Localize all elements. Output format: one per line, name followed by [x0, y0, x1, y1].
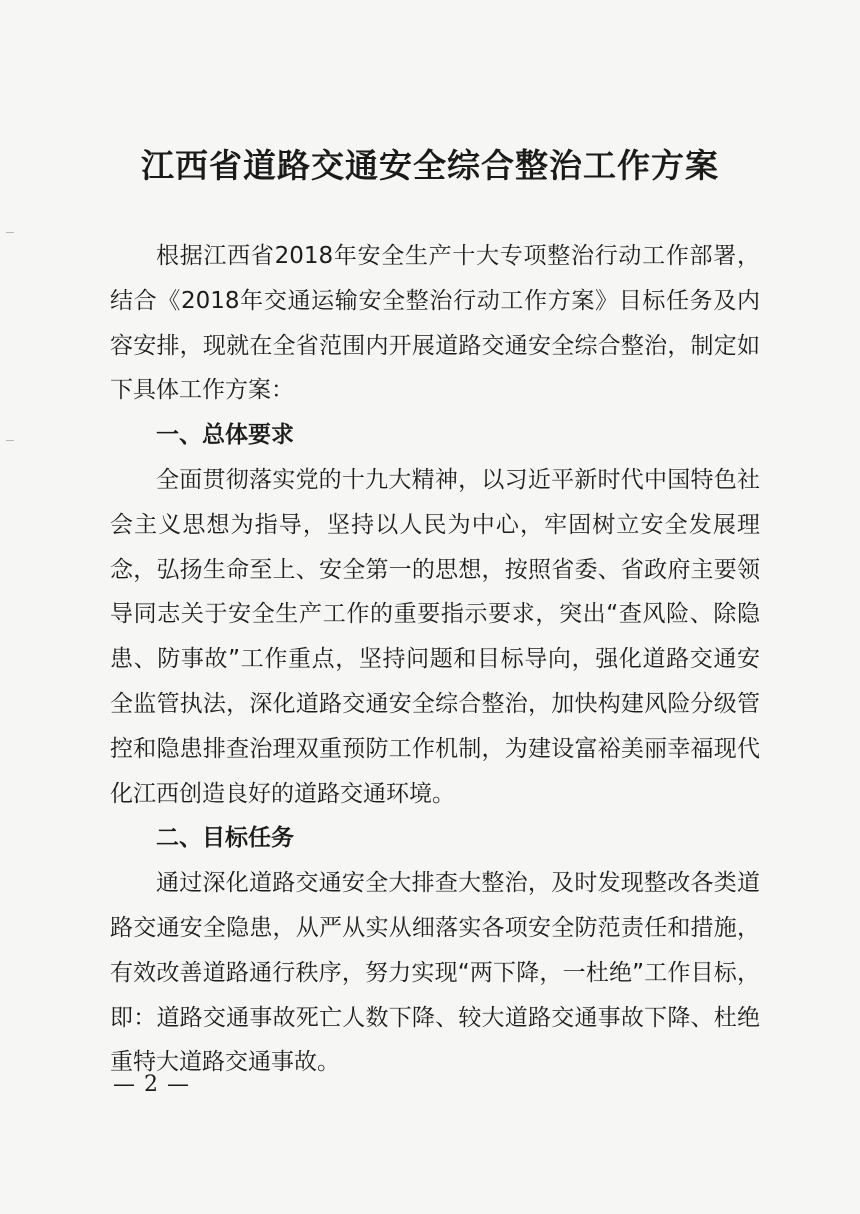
document-title: 江西省道路交通安全综合整治工作方案	[141, 146, 719, 185]
intro-paragraph: 根据江西省2018年安全生产十大专项整治行动工作部署，结合《2018年交通运输安全整治行动工作方案》目标任务及内容安排，现就在全省范围内开展道路交通安全综合整治，制定如下具体工作方案：	[110, 243, 760, 404]
section-heading-target-tasks: 二、目标任务	[156, 825, 294, 852]
document-body	[110, 234, 760, 1085]
page-number: — 2 —	[113, 1072, 190, 1097]
section-heading-general-requirements: 一、总体要求	[156, 422, 294, 449]
scan-margin-mark	[6, 440, 14, 441]
section-paragraph-general-requirements: 全面贯彻落实党的十九大精神，以习近平新时代中国特色社会主义思想为指导，坚持以人民为中心，牢固树立安全发展理念，弘扬生命至上、安全第一的思想，按照省委、省政府主要领导同志关于安全生产工作的重要指示要求，突出“查风险、除隐患、防事故”工作重点，坚持问题和目标导向，强化道路交通安全监管执法，深化道路交通安全综合整治，加快构建风险分级管控和隐患排查治理双重预防工作机制，为建设富裕美丽幸福现代化江西创造良好的道路交通环境。	[110, 466, 760, 807]
scan-margin-mark	[6, 232, 14, 233]
section-paragraph-target-tasks: 通过深化道路交通安全大排查大整治，及时发现整改各类道路交通安全隐患，从严从实从细落实各项安全防范责任和措施，有效改善道路通行秩序，努力实现“两下降，一杜绝”工作目标，即：道路交通事故死亡人数下降、较大道路交通事故下降、杜绝重特大道路交通事故。	[110, 870, 760, 1076]
